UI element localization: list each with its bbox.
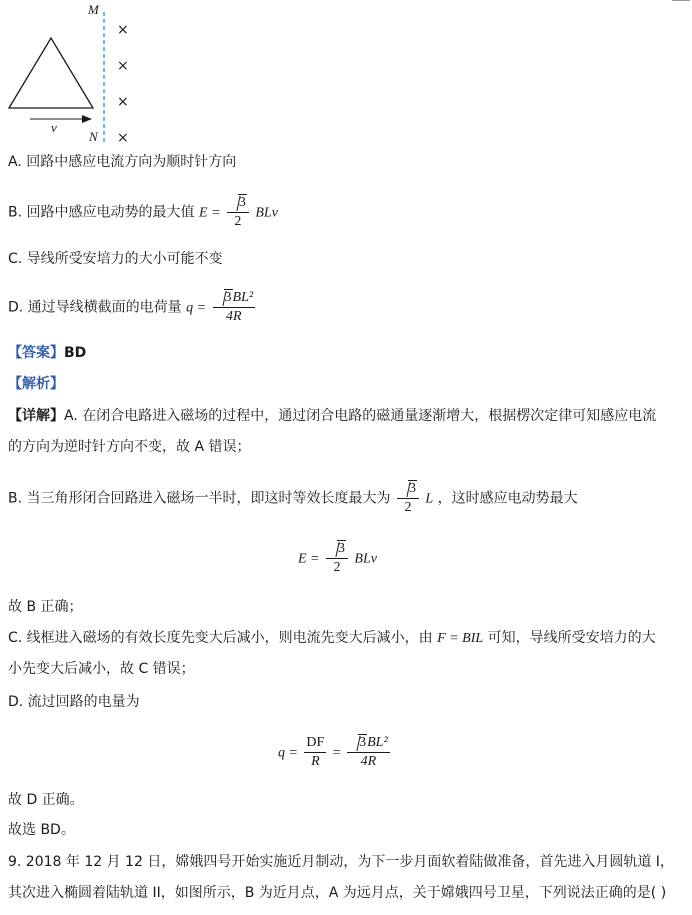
option-b-den: 2 <box>234 214 242 229</box>
option-b-fraction <box>227 194 249 231</box>
top-rule <box>672 0 690 1</box>
detail-a-line2: 的方向为逆时针方向不变，故 A 错误； <box>8 439 251 455</box>
triangle-loop <box>9 38 93 108</box>
option-d-num-tail: BL² <box>232 290 254 305</box>
label-v: v <box>51 120 57 135</box>
velocity-arrow-head <box>82 115 92 123</box>
detail-d-line: D. 流过回路的电量为 <box>8 694 140 710</box>
answer-label: 【答案】 <box>8 345 64 361</box>
option-b <box>8 194 278 231</box>
detail-b-line: B. 当三角形闭合回路进入磁场一半时，即这时等效长度最大为 $\frac{3}{2}$ L ，这时感应电动势最大 <box>8 481 578 515</box>
field-cross: × <box>117 94 129 110</box>
analysis-label: 【解析】 <box>8 376 64 392</box>
physics-figure <box>0 0 150 148</box>
label-m: M <box>88 2 99 17</box>
detail-label: 【详解】 <box>8 408 64 424</box>
field-cross: × <box>117 130 129 146</box>
label-n: N <box>89 129 98 144</box>
option-b-num: 3 <box>238 195 246 210</box>
detail-b-fraction: $\frac{3}{2}$ <box>397 480 419 517</box>
field-cross: × <box>117 58 129 74</box>
field-cross: × <box>117 22 129 38</box>
option-b-prefix: B. 回路中感应电动势的最大值 <box>8 204 195 221</box>
detail-d-equation: q = $\frac{DF}{R}$ = $\frac{\text{3BL²}}{4R}$ <box>278 735 388 769</box>
answer-value: BD <box>64 345 87 361</box>
answer-line <box>8 343 86 363</box>
option-d-fraction <box>213 289 256 326</box>
detail-c-line2: 小先变大后减小，故 C 错误； <box>8 661 195 677</box>
option-b-tail: BLv <box>255 205 278 221</box>
detail-b-equation: E = $\frac{3}{2}$ BLv <box>298 541 377 575</box>
final-answer: 故选 BD。 <box>8 822 75 838</box>
option-d <box>8 289 257 326</box>
detail-c-line1: C. 线框进入磁场的有效长度先变大后减小，则电流先变大后减小，由 F = BIL 可知，导线所受安培力的大 <box>8 630 656 646</box>
option-d-den: 4R <box>226 309 242 324</box>
option-d-lhs: q = <box>186 300 207 316</box>
option-a: A. 回路中感应电流方向为顺时针方向 <box>8 154 237 170</box>
detail-c-formula: F = BIL <box>437 631 484 646</box>
detail-a-line1: 【详解】A. 在闭合电路进入磁场的过程中，通过闭合电路的磁通量逐渐增大，根据楞次定律可知感应电流 <box>8 408 657 424</box>
option-b-lhs: E = <box>198 205 221 221</box>
option-d-prefix: D. 通过导线横截面的电荷量 <box>8 299 182 316</box>
detail-b-conclusion: 故 B 正确； <box>8 599 83 615</box>
detail-d-conclusion: 故 D 正确。 <box>8 792 84 808</box>
next-question-line2: 其次进入椭圆着陆轨道 II，如图所示，B 为近月点，A 为远月点，关于嫦娥四号卫星，下列说法正确的是( ) <box>8 885 667 901</box>
option-d-num-rad: 3 <box>224 290 232 305</box>
option-c: C. 导线所受安培力的大小可能不变 <box>8 251 223 267</box>
next-question-line1: 9. 2018 年 12 月 12 日，嫦娥四号开始实施近月制动，为下一步月面软着陆做准备，首先进入月圆轨道 I， <box>8 854 674 870</box>
